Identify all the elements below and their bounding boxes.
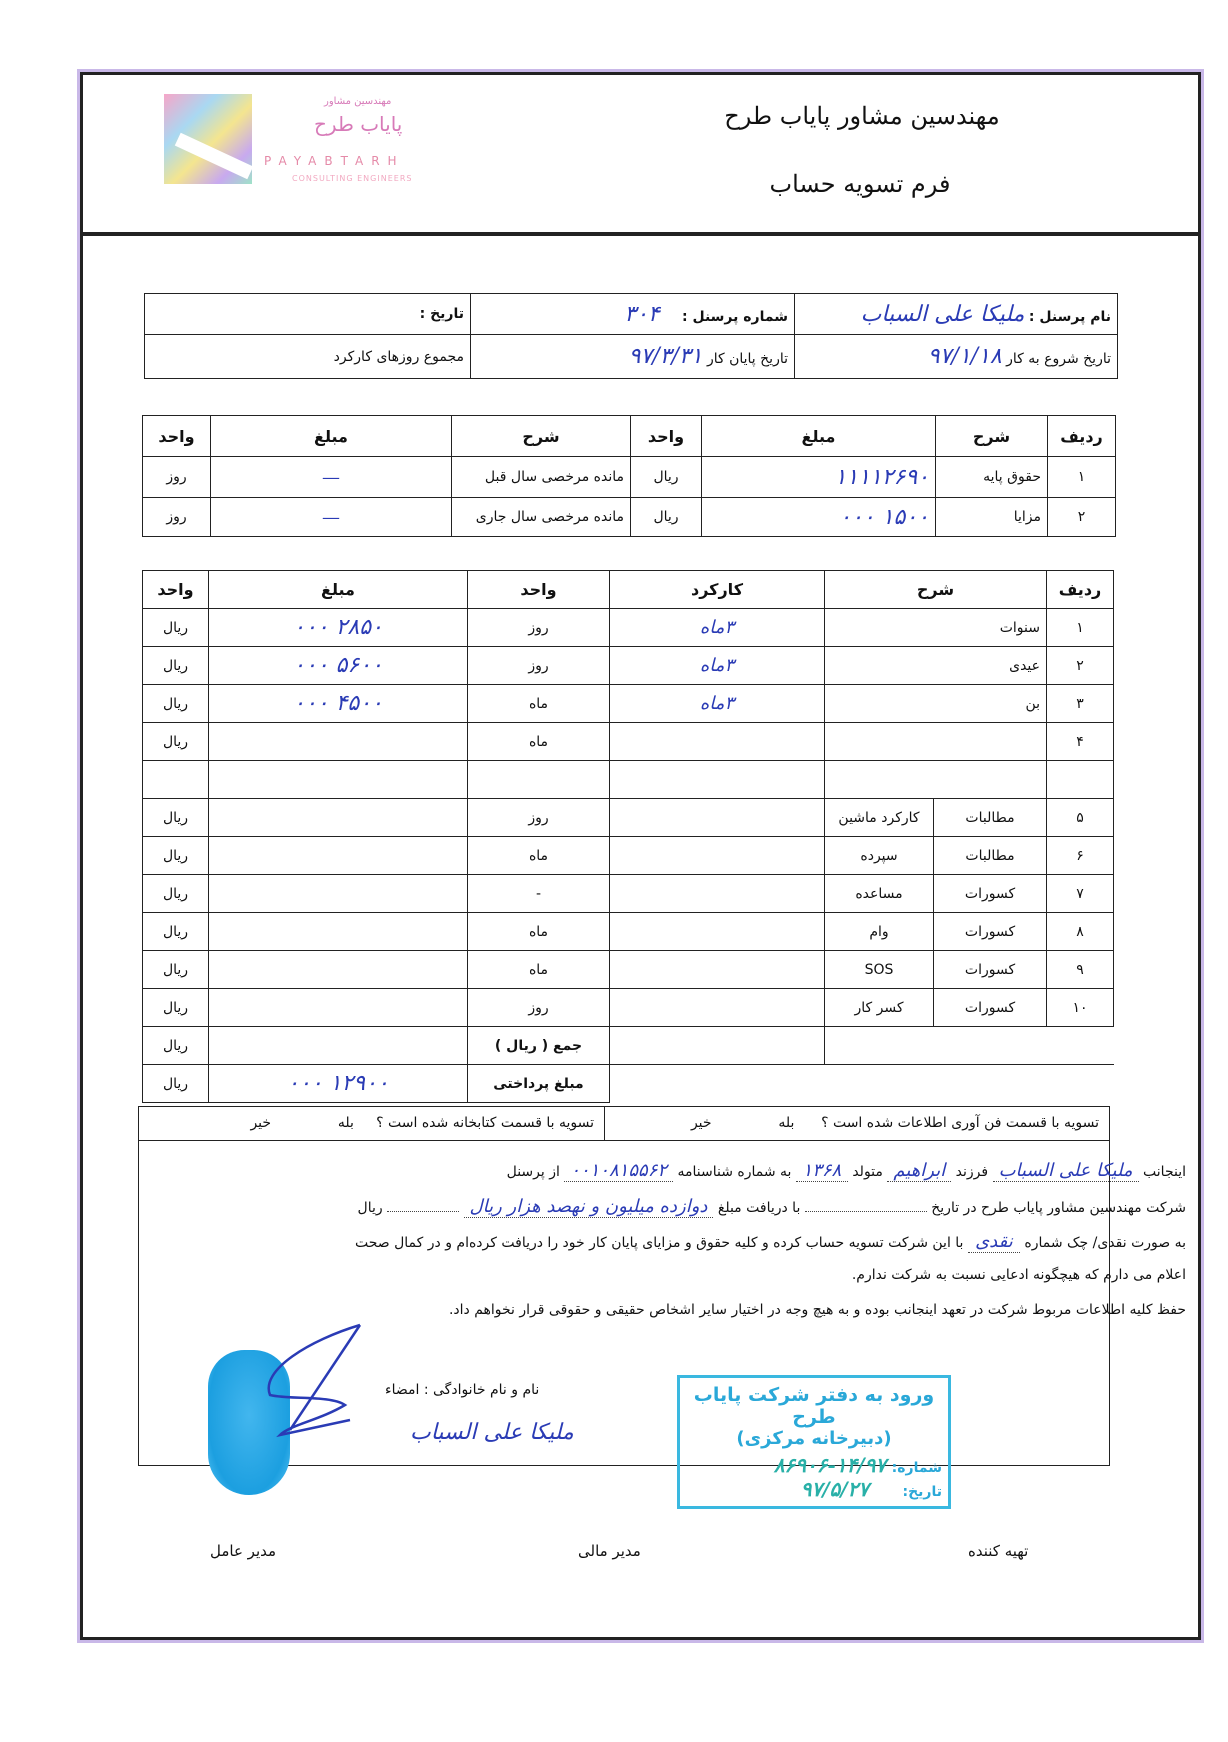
row-amount (209, 723, 468, 761)
table-row (143, 913, 1114, 951)
logo-text-fa: پایاب طرح (314, 112, 403, 136)
row-work (610, 837, 825, 875)
declaration-line-1: اینجانب ملیکا علی السباب فرزند ابراهیم متولد ۱۳۶۸ به شماره شناسنامه ۰۰۱۰۸۱۵۵۶۲ از پرسنل (506, 1160, 1186, 1181)
row-currency: ریال (143, 685, 209, 723)
it-no-option[interactable]: خیر (690, 1115, 712, 1131)
row-work (610, 989, 825, 1027)
table-row (143, 723, 1114, 761)
start-date-value: ۹۷/۱/۱۸ (927, 344, 1002, 369)
col-header: واحد (468, 571, 610, 609)
end-date-value: ۹۷/۳/۳۱ (628, 344, 703, 369)
total-currency: ریال (143, 1027, 209, 1065)
row-category: کسورات (934, 913, 1047, 951)
col-header: مبلغ (209, 571, 468, 609)
table-row (143, 457, 1116, 498)
stamp-date: ۹۷/۵/۲۷ (800, 1477, 870, 1501)
birth-year: ۱۳۶۸ (796, 1160, 848, 1182)
row-unit: ماه (468, 685, 610, 723)
table-row (143, 1065, 1114, 1103)
row-unit2: روز (143, 498, 211, 537)
row-amount: ۲۸۵۰ ۰۰۰ (209, 609, 468, 647)
settlement-questions-row (138, 1106, 1110, 1141)
row-number: ۸ (1047, 913, 1114, 951)
logo-mark-icon (164, 94, 252, 184)
row-work (610, 875, 825, 913)
signature-label: نام و نام خانوادگی : امضاء (385, 1382, 540, 1398)
row-desc: وام (825, 913, 934, 951)
row-desc: مساعده (825, 875, 934, 913)
row-unit: ریال (631, 498, 702, 537)
ceo-signature-label: مدیر عامل (210, 1542, 277, 1560)
salary-table (142, 415, 1116, 537)
table-row (143, 761, 1114, 799)
row-currency: ریال (143, 875, 209, 913)
col-header: ردیف (1048, 416, 1116, 457)
settlement-items-table (142, 570, 1114, 1103)
row-work: ۳ماه (610, 685, 825, 723)
row-currency: ریال (143, 609, 209, 647)
row-currency: ریال (143, 913, 209, 951)
signature-scribble (250, 1320, 390, 1440)
row-currency: ریال (143, 647, 209, 685)
row-unit: - (468, 875, 610, 913)
col-header: شرح (452, 416, 631, 457)
row-number: ۷ (1047, 875, 1114, 913)
row-amount (209, 951, 468, 989)
row-desc: کارکرد ماشین (825, 799, 934, 837)
row-unit: روز (468, 989, 610, 1027)
form-title: فرم تسویه حساب (769, 170, 951, 198)
row-amount: ۴۵۰۰ ۰۰۰ (209, 685, 468, 723)
row-currency: ریال (143, 799, 209, 837)
col-header: شرح (825, 571, 1047, 609)
row-work (610, 951, 825, 989)
col-header: واحد (631, 416, 702, 457)
row-amount2: — (211, 457, 452, 498)
row-number: ۵ (1047, 799, 1114, 837)
registry-stamp: ورود به دفتر شرکت پایاب طرح (دبیرخانه مرکزی) شماره: ۱۴/۹۷-۸۶۹۰۶ تاریخ: ۹۷/۵/۲۷ (677, 1375, 951, 1509)
row-unit: ماه (468, 723, 610, 761)
table-row (143, 1027, 1114, 1065)
paid-label: مبلغ پرداختی (468, 1065, 610, 1103)
empty-cell (209, 761, 468, 799)
row-amount (209, 837, 468, 875)
row-unit: ریال (631, 457, 702, 498)
table-row (143, 951, 1114, 989)
row-amount: ۱۵۰۰ ۰۰۰ (702, 498, 936, 537)
row-category: کسورات (934, 989, 1047, 1027)
empty-cell (468, 761, 610, 799)
row-number: ۲ (1047, 647, 1114, 685)
empty-cell (610, 1065, 1114, 1103)
row-amount: ۱۱۱۱۲۶۹۰ (702, 457, 936, 498)
lib-yes-option[interactable]: بله (337, 1115, 354, 1131)
name-value: ملیکا علی السباب (860, 301, 1025, 327)
table-row (143, 609, 1114, 647)
row-currency: ریال (143, 951, 209, 989)
col-header: واحد (143, 571, 209, 609)
row-work: ۳ماه (610, 609, 825, 647)
empty-cell (825, 761, 1047, 799)
row-unit: روز (468, 799, 610, 837)
company-logo (164, 94, 444, 190)
row-unit2: روز (143, 457, 211, 498)
row-amount: ۵۶۰۰ ۰۰۰ (209, 647, 468, 685)
row-desc: بن (825, 685, 1047, 723)
end-date-cell: تاریخ پایان کار ۹۷/۳/۳۱ (471, 335, 795, 379)
table-row (143, 498, 1116, 537)
row-amount (209, 875, 468, 913)
empty-cell (1047, 761, 1114, 799)
start-date-cell: تاریخ شروع به کار ۹۷/۱/۱۸ (795, 335, 1118, 379)
logo-subtext: مهندسین مشاور (324, 96, 392, 107)
row-desc: عیدی (825, 647, 1047, 685)
row-amount (209, 989, 468, 1027)
row-number: ۱۰ (1047, 989, 1114, 1027)
company-name: مهندسین مشاور پایاب طرح (724, 102, 1000, 130)
declaration-line-3: به صورت نقدی/ چک شماره نقدی با این شرکت تسویه حساب کرده و کلیه حقوق و مزایای پایان کار خود را دریافت کرده‌ام و در کمال صحت (354, 1231, 1186, 1252)
row-number: ۱ (1048, 457, 1116, 498)
row-unit: ماه (468, 837, 610, 875)
row-work (610, 723, 825, 761)
row-desc: SOS (825, 951, 934, 989)
row-desc: کسر کار (825, 989, 934, 1027)
row-work (610, 799, 825, 837)
row-currency: ریال (143, 989, 209, 1027)
row-desc2: مانده مرخصی سال قبل (452, 457, 631, 498)
table-row (143, 875, 1114, 913)
row-number: ۳ (1047, 685, 1114, 723)
table-row (143, 647, 1114, 685)
row-number: ۹ (1047, 951, 1114, 989)
name-cell: نام پرسنل : ملیکا علی السباب (795, 294, 1118, 335)
row-currency: ریال (143, 723, 209, 761)
row-desc: مزایا (936, 498, 1048, 537)
table-row (143, 799, 1114, 837)
col-header: کارکرد (610, 571, 825, 609)
empty-cell (825, 1027, 1114, 1065)
logo-text-en: PAYABTARH (264, 154, 405, 168)
col-header: ردیف (1047, 571, 1114, 609)
stamp-title: ورود به دفتر شرکت پایاب طرح (693, 1384, 935, 1428)
personnel-info-table (144, 293, 1118, 379)
row-desc: سپرده (825, 837, 934, 875)
preparer-signature-label: تهیه کننده (968, 1542, 1029, 1560)
row-desc (825, 723, 1047, 761)
header-divider (80, 232, 1201, 236)
paid-currency: ریال (143, 1065, 209, 1103)
row-number: ۴ (1047, 723, 1114, 761)
empty-cell (143, 761, 209, 799)
row-number: ۶ (1047, 837, 1114, 875)
father-name: ابراهیم (887, 1160, 951, 1182)
row-category: مطالبات (934, 837, 1047, 875)
row-unit: ماه (468, 913, 610, 951)
it-settlement: تسویه با قسمت فن آوری اطلاعات شده است ؟ بله خیر (604, 1107, 1109, 1140)
signature-name: ملیکا علی السباب (410, 1420, 574, 1445)
workdays-cell: مجموع روزهای کارکرد (145, 335, 471, 379)
row-amount (209, 913, 468, 951)
table-row (143, 989, 1114, 1027)
declaration-line-5: حفظ کلیه اطلاعات مربوط شرکت در تعهد اینجانب بوده و به هیچ وجه در اختیار سایر اشخاص حقیقی و حقوقی قرار نخواهم داد. (448, 1302, 1186, 1318)
col-header: واحد (143, 416, 211, 457)
logo-text-en-sub: CONSULTING ENGINEERS (292, 174, 413, 183)
lib-no-option[interactable]: خیر (250, 1115, 272, 1131)
paid-amount: ۱۲۹۰۰ ۰۰۰ (209, 1065, 468, 1103)
declaration-line-2: شرکت مهندسین مشاور پایاب طرح در تاریخ با دریافت مبلغ دوازده میلیون و نهصد هزار ریال ریال (357, 1196, 1186, 1217)
total-label: جمع ( ریال ) (468, 1027, 610, 1065)
total-amount (209, 1027, 468, 1065)
row-work: ۳ماه (610, 647, 825, 685)
col-header: مبلغ (702, 416, 936, 457)
col-header: مبلغ (211, 416, 452, 457)
row-unit: روز (468, 647, 610, 685)
row-category: مطالبات (934, 799, 1047, 837)
row-category: کسورات (934, 951, 1047, 989)
table-row (143, 685, 1114, 723)
row-amount (209, 799, 468, 837)
row-work (610, 913, 825, 951)
library-settlement: تسویه با قسمت کتابخانه شده است ؟ بله خیر (250, 1115, 594, 1131)
amount-in-words: دوازده میلیون و نهصد هزار ریال (464, 1196, 714, 1218)
empty-cell (610, 761, 825, 799)
it-yes-option[interactable]: بله (778, 1115, 795, 1131)
row-unit: ماه (468, 951, 610, 989)
total-work (610, 1027, 825, 1065)
id-number: ۰۰۱۰۸۱۵۵۶۲ (564, 1160, 673, 1182)
declaration-line-4: اعلام می دارم که هیچگونه ادعایی نسبت به شرکت ندارم. (851, 1267, 1186, 1283)
finance-signature-label: مدیر مالی (578, 1542, 641, 1560)
row-category: کسورات (934, 875, 1047, 913)
personnel-no-cell: شماره پرسنل : ۳۰۴ (471, 294, 795, 335)
stamp-number: ۱۴/۹۷-۸۶۹۰۶ (773, 1453, 887, 1477)
row-number: ۲ (1048, 498, 1116, 537)
declarant-name: ملیکا علی السباب (993, 1160, 1139, 1182)
check-number: نقدی (968, 1231, 1020, 1253)
table-row (143, 837, 1114, 875)
row-number: ۱ (1047, 609, 1114, 647)
date-cell: تاریخ : (145, 294, 471, 335)
row-amount2: — (211, 498, 452, 537)
row-currency: ریال (143, 837, 209, 875)
col-header: شرح (936, 416, 1048, 457)
row-unit: روز (468, 609, 610, 647)
row-desc2: مانده مرخصی سال جاری (452, 498, 631, 537)
personnel-no-value: ۳۰۴ (624, 301, 660, 327)
row-desc: حقوق پایه (936, 457, 1048, 498)
row-desc: سنوات (825, 609, 1047, 647)
stamp-subtitle: (دبیرخانه مرکزی) (736, 1428, 892, 1449)
